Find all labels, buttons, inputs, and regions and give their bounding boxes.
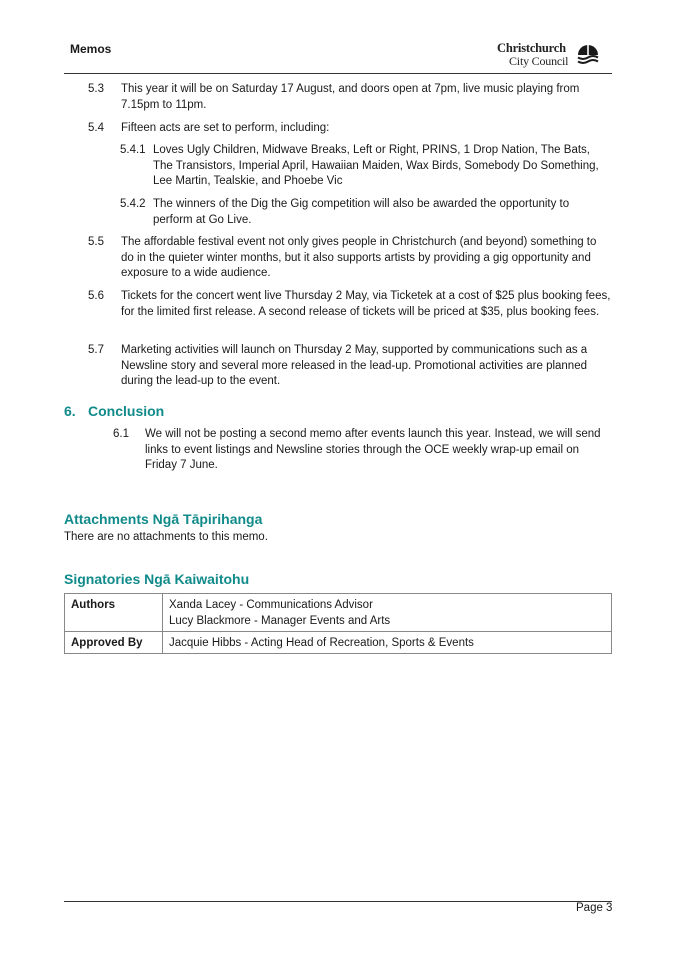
table-row bbox=[65, 632, 612, 654]
author-entry: Xanda Lacey - Communications Advisor bbox=[169, 599, 373, 611]
item-text: The winners of the Dig the Gig competition will also be awarded the opportunity to perform at Go Live. bbox=[153, 198, 570, 226]
header-divider bbox=[64, 73, 612, 74]
item-number: 6.1 bbox=[113, 428, 129, 440]
item-number: 5.3 bbox=[88, 83, 104, 95]
item-number: 5.4 bbox=[88, 122, 104, 134]
authors-cell bbox=[163, 594, 612, 632]
conclusion-heading bbox=[64, 403, 164, 419]
item-text: This year it will be on Saturday 17 August, and doors open at 7pm, live music playing from 7.15pm to 11pm. bbox=[121, 83, 580, 111]
logo-line-1: Christchurch bbox=[497, 41, 566, 55]
footer-divider bbox=[64, 901, 612, 902]
item-text: Marketing activities will launch on Thursday 2 May, supported by communications such as a Newsline story and several more released in the lead-up. Promotional activities are planned during the lead-up to the event. bbox=[121, 344, 588, 387]
page-number: Page 3 bbox=[576, 902, 613, 914]
section-title: Conclusion bbox=[88, 403, 165, 419]
attachments-text: There are no attachments to this memo. bbox=[64, 531, 268, 543]
attachments-heading: Attachments Ngā Tāpirihanga bbox=[64, 511, 263, 527]
authors-label: Authors bbox=[65, 594, 163, 632]
item-text: The affordable festival event not only gives people in Christchurch (and beyond) something to do in the quieter winter months, but it also supports artists by providing a gig opportunity and exposure to a wide audience. bbox=[121, 236, 597, 279]
signatories-heading: Signatories Ngā Kaiwaitohu bbox=[64, 571, 250, 587]
item-number: 5.4.2 bbox=[120, 198, 146, 210]
council-emblem-icon bbox=[576, 42, 600, 66]
item-number: 5.6 bbox=[88, 290, 104, 302]
item-number: 5.5 bbox=[88, 236, 104, 248]
logo-line-2: City Council bbox=[509, 54, 569, 68]
item-text: Tickets for the concert went live Thursday 2 May, via Ticketek at a cost of $25 plus booking fees, for the limited first release. A second release of tickets will be priced at $35, plus booking fees. bbox=[121, 290, 611, 318]
council-logo bbox=[497, 41, 607, 67]
approved-by-label: Approved By bbox=[65, 632, 163, 654]
section-number: 6. bbox=[64, 403, 76, 419]
item-text: We will not be posting a second memo after events launch this year. Instead, we will send links to event listings and Newsline stories through the OCE weekly wrap-up email on Friday 7 June. bbox=[145, 428, 601, 471]
document-header-title: Memos bbox=[70, 42, 112, 56]
item-text: Fifteen acts are set to perform, including: bbox=[121, 122, 330, 134]
signatories-table bbox=[64, 593, 612, 654]
item-text: Loves Ugly Children, Midwave Breaks, Left or Right, PRINS, 1 Drop Nation, The Bats, The Transistors, Imperial April, Hawaiian Maiden, Wax Birds, Somebody Do Something, Lee Martin, Tealskie, and Phoebe Vic bbox=[153, 144, 599, 187]
approved-by-cell: Jacquie Hibbs - Acting Head of Recreation, Sports & Events bbox=[163, 632, 612, 654]
item-number: 5.4.1 bbox=[120, 144, 146, 156]
table-row bbox=[65, 594, 612, 632]
item-number: 5.7 bbox=[88, 344, 104, 356]
author-entry: Lucy Blackmore - Manager Events and Arts bbox=[169, 615, 391, 627]
